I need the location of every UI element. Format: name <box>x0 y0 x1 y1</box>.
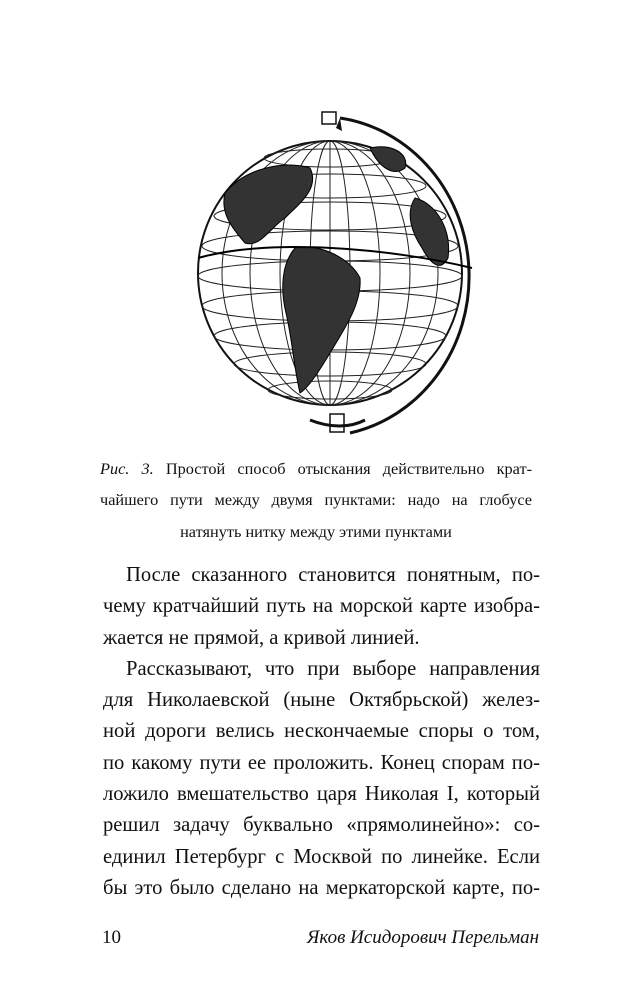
caption-line-3: натянуть нитку между этими пунктами <box>180 521 452 541</box>
paragraph-2-line-6: решил задачу буквально «прямолинейно»: со- <box>103 814 540 837</box>
paragraph-1-line-2: чему кратчайший путь на морской карте изобра- <box>103 595 540 618</box>
globe-illustration <box>190 98 480 438</box>
caption-line-2: чайшего пути между двумя пунктами: надо на глобусе <box>100 490 532 510</box>
paragraph-1-line-3: жается не прямой, а кривой линией. <box>103 626 420 649</box>
globe-bottom-cap <box>330 414 344 432</box>
body-text <box>103 560 540 904</box>
paragraph-2-line-4: по какому пути ее проложить. Конец спорам по- <box>103 751 540 774</box>
paragraph-2-line-3: ной дороги велись нескончаемые споры о том, <box>103 720 540 743</box>
caption-label: Рис. 3. <box>100 459 154 478</box>
paragraph-2-line-5: ложило вмешательство царя Николая I, который <box>103 783 540 806</box>
paragraph-1-line-1: После сказанного становится понятным, по- <box>126 564 540 586</box>
caption-line-1 <box>100 458 532 489</box>
figure-caption <box>100 458 532 552</box>
paragraph-2-line-2: для Николаевской (ныне Октябрьской) желез- <box>103 689 540 712</box>
paragraph-2-line-1: Рассказывают, что при выборе направления <box>126 657 540 680</box>
page-number: 10 <box>102 927 121 948</box>
running-title: Яков Исидорович Перельман <box>306 927 539 948</box>
paragraph-2-line-7: единил Петербург с Москвой по линейке. Если <box>103 845 540 868</box>
paragraph-2-line-8: бы это было сделано на меркаторской карте, по- <box>103 876 540 899</box>
caption-text-1: Простой способ отыскания действительно крат- <box>165 459 532 478</box>
globe-top-cap <box>322 112 336 124</box>
globe-figure <box>190 98 480 438</box>
